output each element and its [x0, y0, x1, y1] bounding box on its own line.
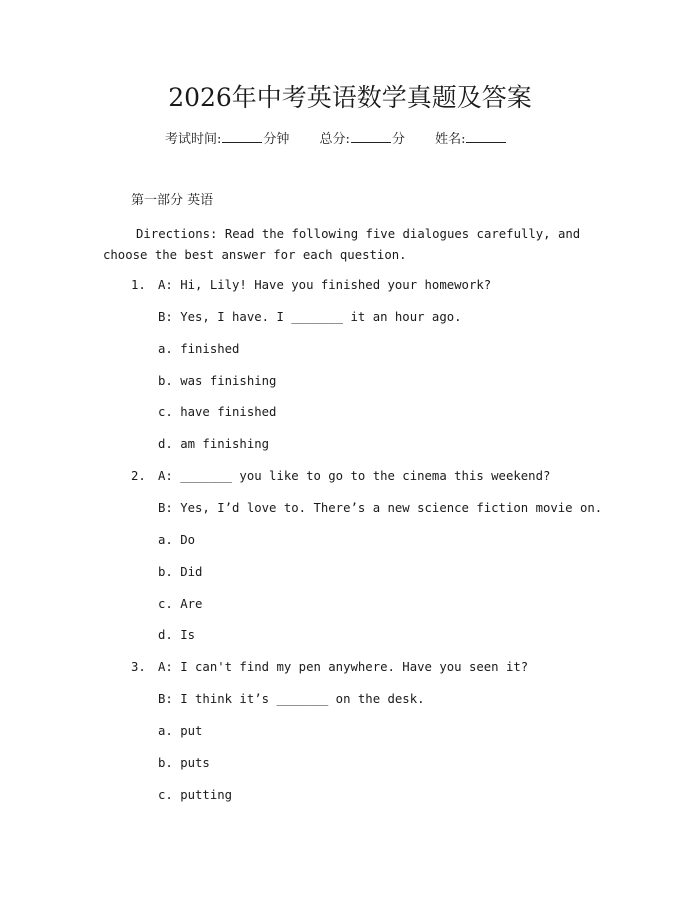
question-number: 2. [131, 469, 146, 483]
total-score-unit: 分 [391, 132, 405, 147]
answer-option: c. putting [158, 788, 233, 802]
answer-option: b. Did [158, 565, 203, 579]
question-b-line: B: Yes, I’d love to. There’s a new science fiction movie on. [158, 501, 603, 515]
section-title: 第一部分 英语 [131, 193, 214, 208]
page-title: 2026年中考英语数学真题及答案 [168, 83, 532, 112]
name-blank [466, 130, 506, 143]
exam-time-label: 考试时间: [165, 132, 222, 147]
question-a-line: A: I can't find my pen anywhere. Have you seen it? [158, 660, 529, 674]
answer-option: a. finished [158, 342, 240, 356]
exam-time-unit: 分钟 [263, 132, 290, 147]
name-field [435, 130, 507, 150]
answer-option: c. have finished [158, 405, 277, 419]
exam-info-line [165, 130, 585, 150]
question-a-line: A: _______ you like to go to the cinema this weekend? [158, 469, 551, 483]
answer-option: d. Is [158, 628, 196, 642]
total-score-label: 总分: [319, 132, 350, 147]
answer-option: a. Do [158, 533, 196, 547]
answer-option: c. Are [158, 597, 203, 611]
answer-option: a. put [158, 724, 203, 738]
question-a-line: A: Hi, Lily! Have you finished your homework? [158, 278, 492, 292]
exam-time-blank [222, 130, 262, 143]
question-b-line: B: Yes, I have. I _______ it an hour ago. [158, 310, 462, 324]
total-score-field [320, 130, 405, 150]
question-number: 1. [131, 278, 146, 292]
total-score-blank [351, 130, 391, 143]
name-label: 姓名: [435, 132, 466, 147]
answer-option: b. was finishing [158, 374, 277, 388]
directions-paragraph: Directions: Read the following five dialogues carefully, and choose the best answer for each question. [103, 227, 581, 262]
question-b-line: B: I think it’s _______ on the desk. [158, 692, 425, 706]
question-number: 3. [131, 660, 146, 674]
answer-option: b. puts [158, 756, 210, 770]
exam-time-field [165, 130, 289, 150]
answer-option: d. am finishing [158, 437, 270, 451]
